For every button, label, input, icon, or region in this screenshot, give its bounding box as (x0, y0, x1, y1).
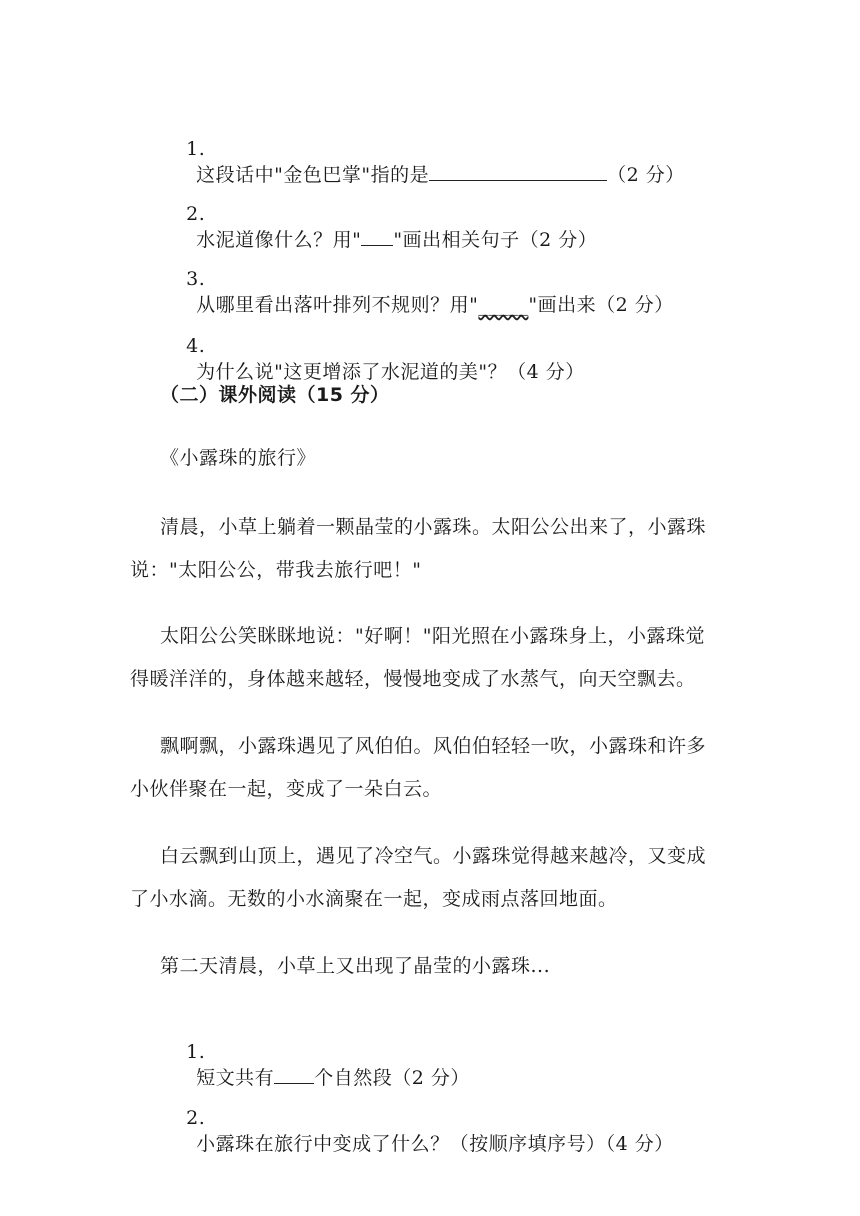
question-number: 1. (186, 138, 206, 160)
paragraph-5-line-1: 第二天清晨，小草上又出现了晶莹的小露珠... (160, 955, 551, 977)
paragraph-1-line-2: 说："太阳公公，带我去旅行吧！" (130, 559, 422, 581)
reading-question-2 (160, 1085, 674, 1178)
paragraph-2-line-1: 太阳公公笑眯眯地说："好啊！"阳光照在小露珠身上，小露珠觉 (160, 625, 705, 647)
question-text: 这段话中"金色巴掌"指的是 (196, 164, 430, 186)
paragraph-2-line-2: 得暖洋洋的，身体越来越轻，慢慢地变成了水蒸气，向天空飘去。 (130, 668, 696, 690)
question-text: 为什么说"这更增添了水泥道的美"？（4 分） (196, 361, 585, 383)
paragraph-3-line-1: 飘啊飘，小露珠遇见了风伯伯。风伯伯轻轻一吹，小露珠和许多 (160, 735, 707, 757)
question-number: 2. (186, 1107, 206, 1129)
question-instruction: "画出来（2 分） (528, 294, 674, 316)
question-number: 3. (186, 268, 206, 290)
question-instruction: "画出相关句子（2 分） (393, 229, 598, 251)
question-score: 个自然段（2 分） (314, 1067, 470, 1089)
question-text: 短文共有 (196, 1067, 275, 1089)
answer-blank[interactable] (274, 1064, 314, 1084)
wavy-underline-mark: _____ (478, 294, 529, 316)
question-text: 水泥道像什么？用" (196, 229, 362, 251)
question-number: 2. (186, 203, 206, 225)
paragraph-3-line-2: 小伙伴聚在一起，变成了一朵白云。 (130, 778, 443, 800)
underline-mark (361, 226, 393, 246)
story-title: 《小露珠的旅行》 (160, 447, 317, 469)
question-number: 1. (186, 1041, 206, 1063)
question-text: 从哪里看出落叶排列不规则？用" (196, 294, 479, 316)
question-number: 4. (186, 335, 206, 357)
answer-blank[interactable] (429, 161, 607, 181)
question-score: （2 分） (607, 164, 685, 186)
paragraph-4-line-2: 了小水滴。无数的小水滴聚在一起，变成雨点落回地面。 (130, 888, 618, 910)
paragraph-4-line-1: 白云飘到山顶上，遇见了冷空气。小露珠觉得越来越冷，又变成 (160, 845, 707, 867)
paragraph-1-line-1: 清晨，小草上躺着一颗晶莹的小露珠。太阳公公出来了，小露珠 (160, 516, 707, 538)
question-text: 小露珠在旅行中变成了什么？（按顺序填序号）（4 分） (196, 1133, 674, 1155)
section-heading: （二）课外阅读（15 分） (160, 384, 390, 406)
